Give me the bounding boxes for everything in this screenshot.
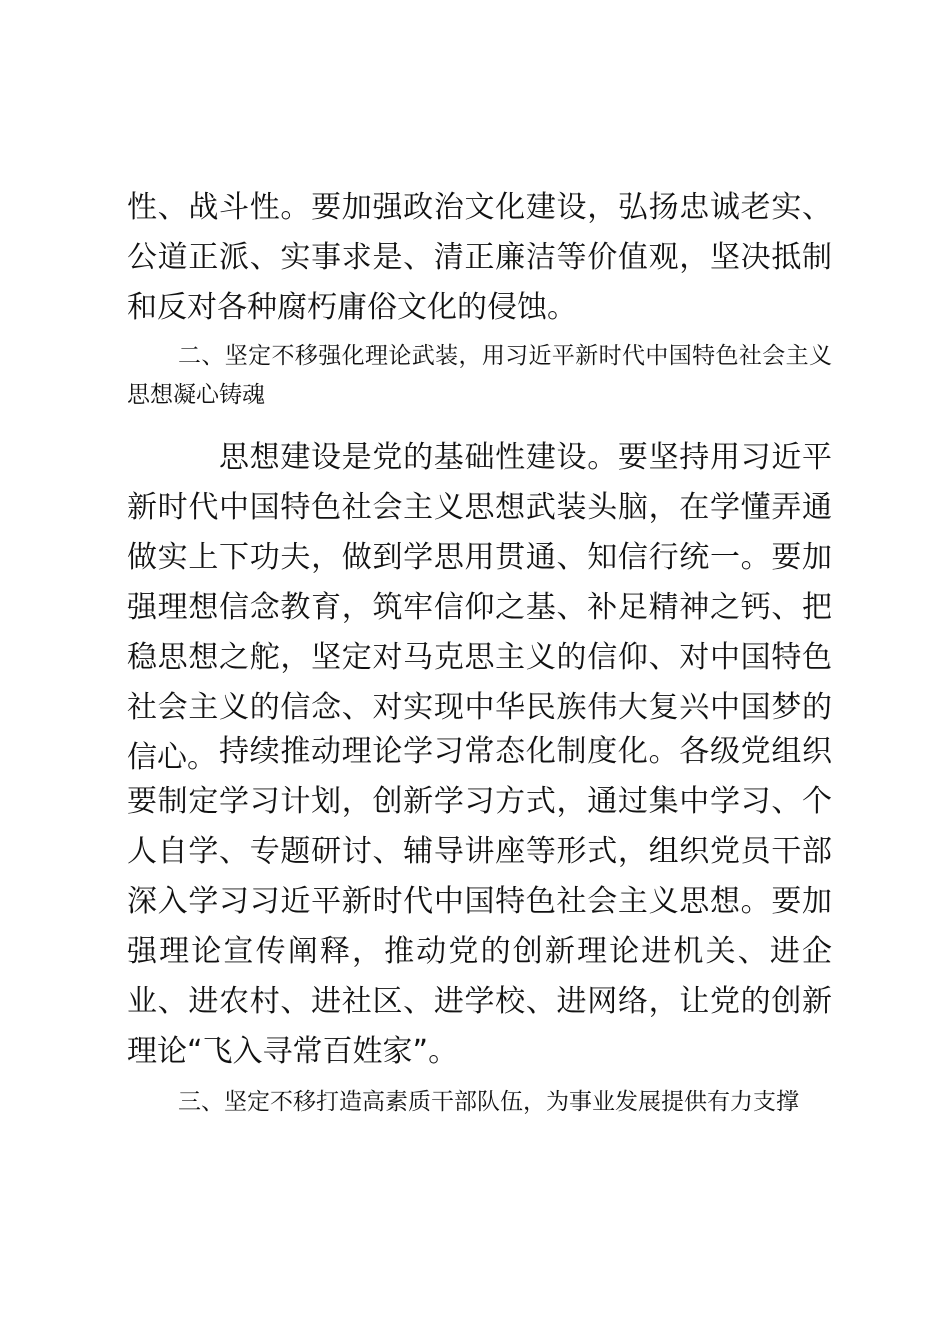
body-paragraph-ideological-building: 思想建设是党的基础性建设。要坚持用习近平新时代中国特色社会主义思想武装头脑，在学懂弄通做实上下功夫，做到学思用贯通、知信行统一。要加强理想信念教育，筑牢信仰之基、补足精神之钙、把稳思想之舵，坚定对马克思主义的信仰、对中国特色社会主义的信念、对实现中华民族伟大复兴中国梦的信心。: [127, 440, 832, 775]
section-heading-3: 三、坚定不移打造高素质干部队伍，为事业发展提供有力支撑: [178, 1089, 799, 1115]
body-paragraph-theory-study: 持续推动理论学习常态化制度化。各级党组织要制定学习计划，创新学习方式，通过集中学习、个人自学、专题研讨、辅导讲座等形式，组织党员干部深入学习习近平新时代中国特色社会主义思想。要加强理论宣传阐释，推动党的创新理论进机关、进企业、进农村、进社区、进学校、进网络，让党的创新理论“飞入寻常百姓家”。: [127, 734, 832, 1069]
section-heading-2: 二、坚定不移强化理论武装，用习近平新时代中国特色社会主义思想凝心铸魂: [127, 343, 832, 408]
body-paragraph-political-culture: 性、战斗性。要加强政治文化建设，弘扬忠诚老实、公道正派、实事求是、清正廉洁等价值观，坚决抵制和反对各种腐朽庸俗文化的侵蚀。: [127, 190, 832, 325]
